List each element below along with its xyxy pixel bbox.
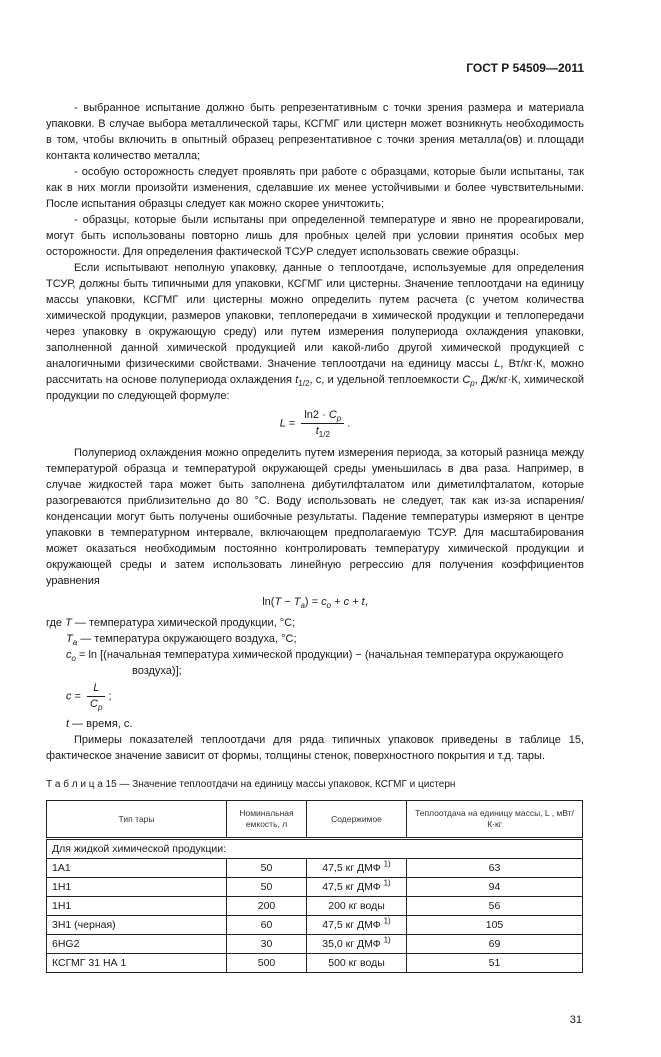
paragraph: Примеры показателей теплоотдачи для ряда типичных упаковок приведены в таблице 15, фактическое значение зависит от формы, толщины стенок, поверхностного покрытия и т.д. тары. <box>46 734 584 762</box>
table-row: 1Н1 200 200 кг воды 56 <box>47 897 583 916</box>
table-row: 1А1 50 47,5 кг ДМФ $^{1)}$ 63 <box>47 859 583 878</box>
table-caption: Т а б л и ц а 15 — Значение теплоотдачи на единицу массы упаковок, КСГМГ и цистерн <box>46 779 456 790</box>
paragraph: Полупериод охлаждения можно определить путем измерения периода, за который разница между температурой образца и температурой окружающей среды уменьшилась в два раза. Например, в случае жидкостей тара может быть заполнена дибутилфталатом или диметилфталатом, которые разогреваются приблизительно до 80 °С. Воду использовать не следует, так как из-за испарения/конденсации могут быть получены ошибочные результаты. Падение температуры измеряют в центре упаковки в температурном интервале, включающем предполагаемую ТСУР. Для масштабирования может оказаться необходимым постоянно контролировать температуру химической продукции и окружающей среды и затем использовать линейную регрессию для получения коэффициентов уравнения <box>46 447 584 587</box>
table-row: 1Н1 50 47,5 кг ДМФ $^{1)}$ 94 <box>47 878 583 897</box>
heat-loss-table <box>46 800 583 973</box>
formula-L: L = $\frac{\ln 2 \cdot C_p}{t_{1/2}}$ . <box>279 409 351 439</box>
table-header-row: Тип тары Номинальная емкость, л Содержимое Теплоотдача на единицу массы, L , мВт/К·кг <box>47 801 583 839</box>
table-row: КСГМГ 31 НА 1 500 500 кг воды 51 <box>47 954 583 973</box>
paragraph: - образцы, которые были испытаны при определенной температуре и явно не прореагировали, могут быть использованы повторно лишь для пробных целей при условии принятия особых мер осторожности. Для определения фактической ТСУР следует использовать свежие образцы. <box>46 214 584 258</box>
body-text <box>46 100 584 764</box>
table-row: 6HG2 30 35,0 кг ДМФ $^{1)}$ 69 <box>47 935 583 954</box>
where-list: где T — температура химической продукции, °С; $T_a$ — температура окружающего воздуха, °С; $c_o = \ln$ [(начальная температура химической продукции) − (начальная температура окружающего воздуха)]; c = $\frac{L}{C_p}$ ; t — время, с. <box>46 617 564 730</box>
paragraph: - выбранное испытание должно быть репрезентативным с точки зрения размера и материала упаковки. В случае выбора металлической тары, КСГМГ или цистерн может возникнуть необходимость в том, чтобы включить в опытный образец репрезентативное с точки зрения металла(ов) и площади контакта количество металла; <box>46 102 584 162</box>
page-number: 31 <box>569 1014 582 1026</box>
document-header: ГОСТ Р 54509—2011 <box>466 61 584 75</box>
paragraph: Если испытывают неполную упаковку, данные о теплоотдаче, используемые для определения ТСУР, должны быть типичными для упаковки, КСГМГ или цистерны. Значение теплоотдачи на единицу массы упаковки, КСГМГ или цистерны можно определить путем расчета (с учетом количества химической продукции, размеров упаковки, теплопередачи в химической продукции и теплопередачи через упаковку в окружающую среду) или путем измерения полупериода охлаждения упаковки, заполненной данной химической продукцией или какой-либо другой химической продукцией с аналогичными физическими свойствами. Значение теплоотдачи на единицу массы L, Вт/кг·К, можно рассчитать на основе полупериода охлаждения $t_{1/2}$, с, и удельной теплоемкости $C_p$, Дж/кг·К, химической продукции по следующей формуле: <box>46 262 584 402</box>
table-group-row: Для жидкой химической продукции: <box>47 839 583 859</box>
formula-regression: $\ln(T - T_a) = c_o + c + t$, <box>262 596 368 610</box>
paragraph: - особую осторожность следует проявлять при работе с образцами, которые были испытаны, так как в них могли произойти изменения, сделавшие их менее устойчивыми и более чувствительными. После испытания образцы следует как можно скорее уничтожить; <box>46 166 584 210</box>
table-row: 3Н1 (черная) 60 47,5 кг ДМФ $^{1)}$ 105 <box>47 916 583 935</box>
